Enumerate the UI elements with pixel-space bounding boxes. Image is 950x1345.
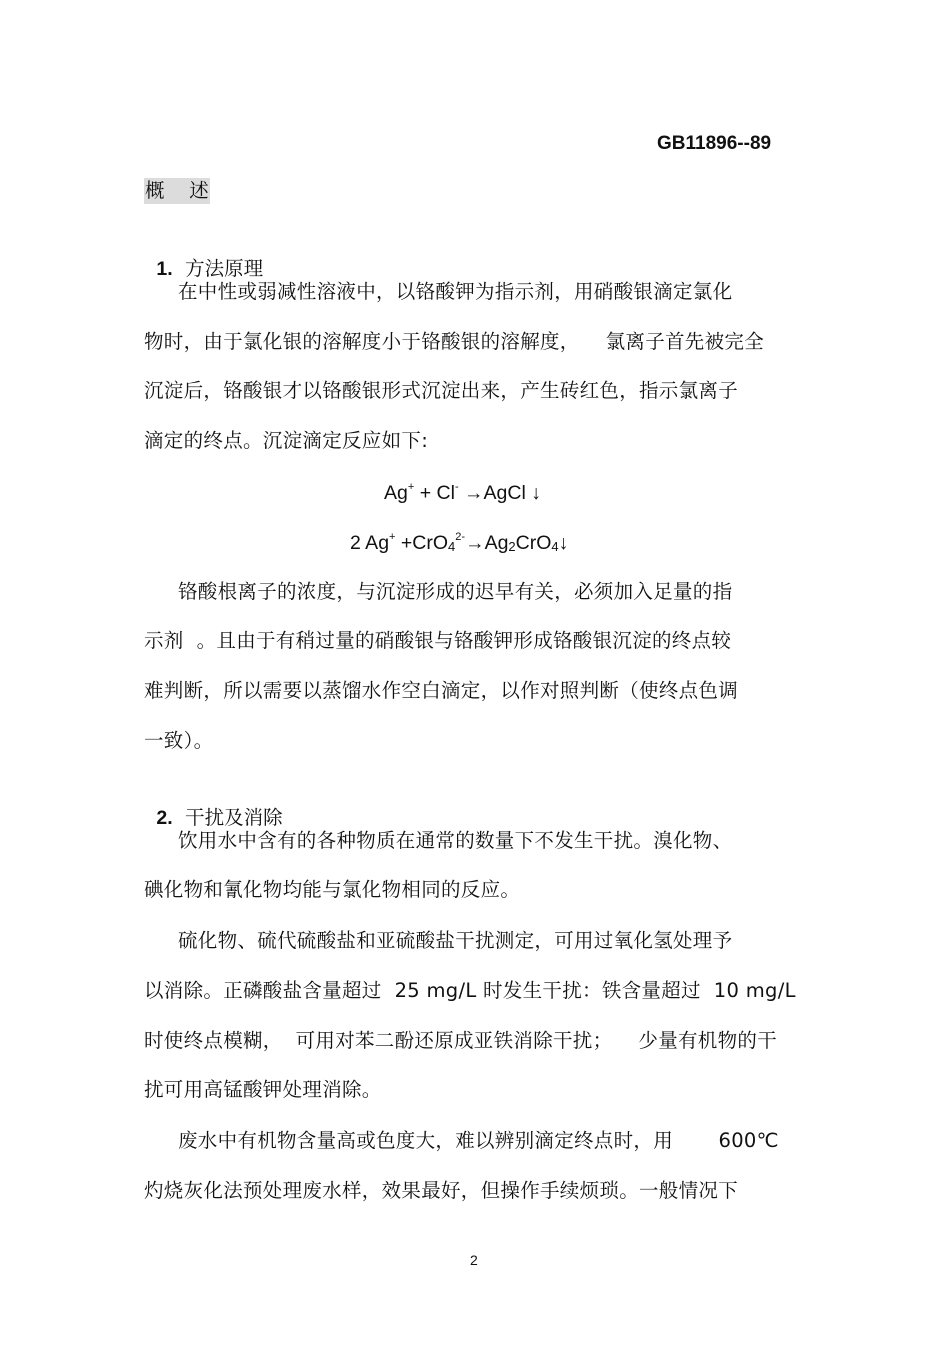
eq2-precipitate: ↓ [558,532,569,554]
paragraph-line: 难判断，所以需要以蒸馏水作空白滴定，以作对照判断（使终点色调 [144,679,739,702]
eq2-cro-subscript: 4 [551,539,559,554]
eq1-cl-charge: - [454,481,459,493]
paragraph-line: 以消除。正磷酸盐含量超过 25 mg/L 时发生干扰：铁含量超过 10 mg/L [144,979,796,1002]
paragraph-line: 饮用水中含有的各种物质在通常的数量下不发生干扰。溴化物、 [178,829,733,852]
paragraph-line: 沉淀后，铬酸银才以铬酸银形式沉淀出来，产生砖红色，指示氯离子 [144,379,739,402]
paragraph-line: 碘化物和氰化物均能与氯化物相同的反应。 [144,878,521,901]
standard-code: GB11896--89 [657,133,772,154]
eq1-ag: Ag [384,482,408,504]
heading-interference [144,779,283,831]
eq2-arrow: →Ag [465,532,509,554]
paragraph-line: 废水中有机物含量高或色度大，难以辨别滴定终点时，用 600℃ [178,1129,779,1152]
heading-number: 2. [156,807,173,829]
page-number: 2 [470,1252,478,1268]
paragraph-line: 扰可用高锰酸钾处理消除。 [144,1078,382,1101]
paragraph-line: 铬酸根离子的浓度，与沉淀形成的迟早有关，必须加入足量的指 [178,580,733,603]
section-title: 概 述 [145,179,209,202]
paragraph-line: 示剂 。且由于有稍过量的硝酸银与铬酸钾形成铬酸银沉淀的终点较 [144,629,732,652]
eq2-cro4-charge: 2- [455,531,466,543]
eq2-cro: CrO [515,532,552,554]
equation-agcl [384,480,541,506]
eq2-cro4: +CrO [395,532,449,554]
paragraph-line: 滴定的终点。沉淀滴定反应如下: [144,429,429,452]
paragraph-line: 一致）。 [144,729,214,752]
eq2-ag-subscript: 2 [508,539,516,554]
heading-text: 干扰及消除 [185,806,283,829]
paragraph-line: 在中性或弱减性溶液中，以铬酸钾为指示剂，用硝酸银滴定氯化 [178,280,733,303]
eq1-cl: + Cl [414,482,455,504]
eq2-ag: 2 Ag [350,532,390,554]
paragraph-line: 物时，由于氯化银的溶解度小于铬酸银的溶解度， 氯离子首先被完全 [144,330,764,353]
heading-text: 方法原理 [185,257,264,280]
heading-number: 1. [156,258,173,280]
heading-method-principle [144,230,263,282]
eq2-cro4-subscript: 4 [448,539,456,554]
eq1-ag-charge: + [407,481,415,493]
eq1-product: →AgCl ↓ [458,482,541,504]
paragraph-line: 灼烧灰化法预处理废水样，效果最好，但操作手续烦琐。一般情况下 [144,1179,739,1202]
paragraph-line: 时使终点模糊， 可用对苯二酚还原成亚铁消除干扰； 少量有机物的干 [144,1029,777,1052]
eq2-ag-charge: + [389,531,396,543]
paragraph-line: 硫化物、硫代硫酸盐和亚硫酸盐干扰测定，可用过氧化氢处理予 [178,929,733,952]
equation-ag2cro4 [350,530,568,556]
